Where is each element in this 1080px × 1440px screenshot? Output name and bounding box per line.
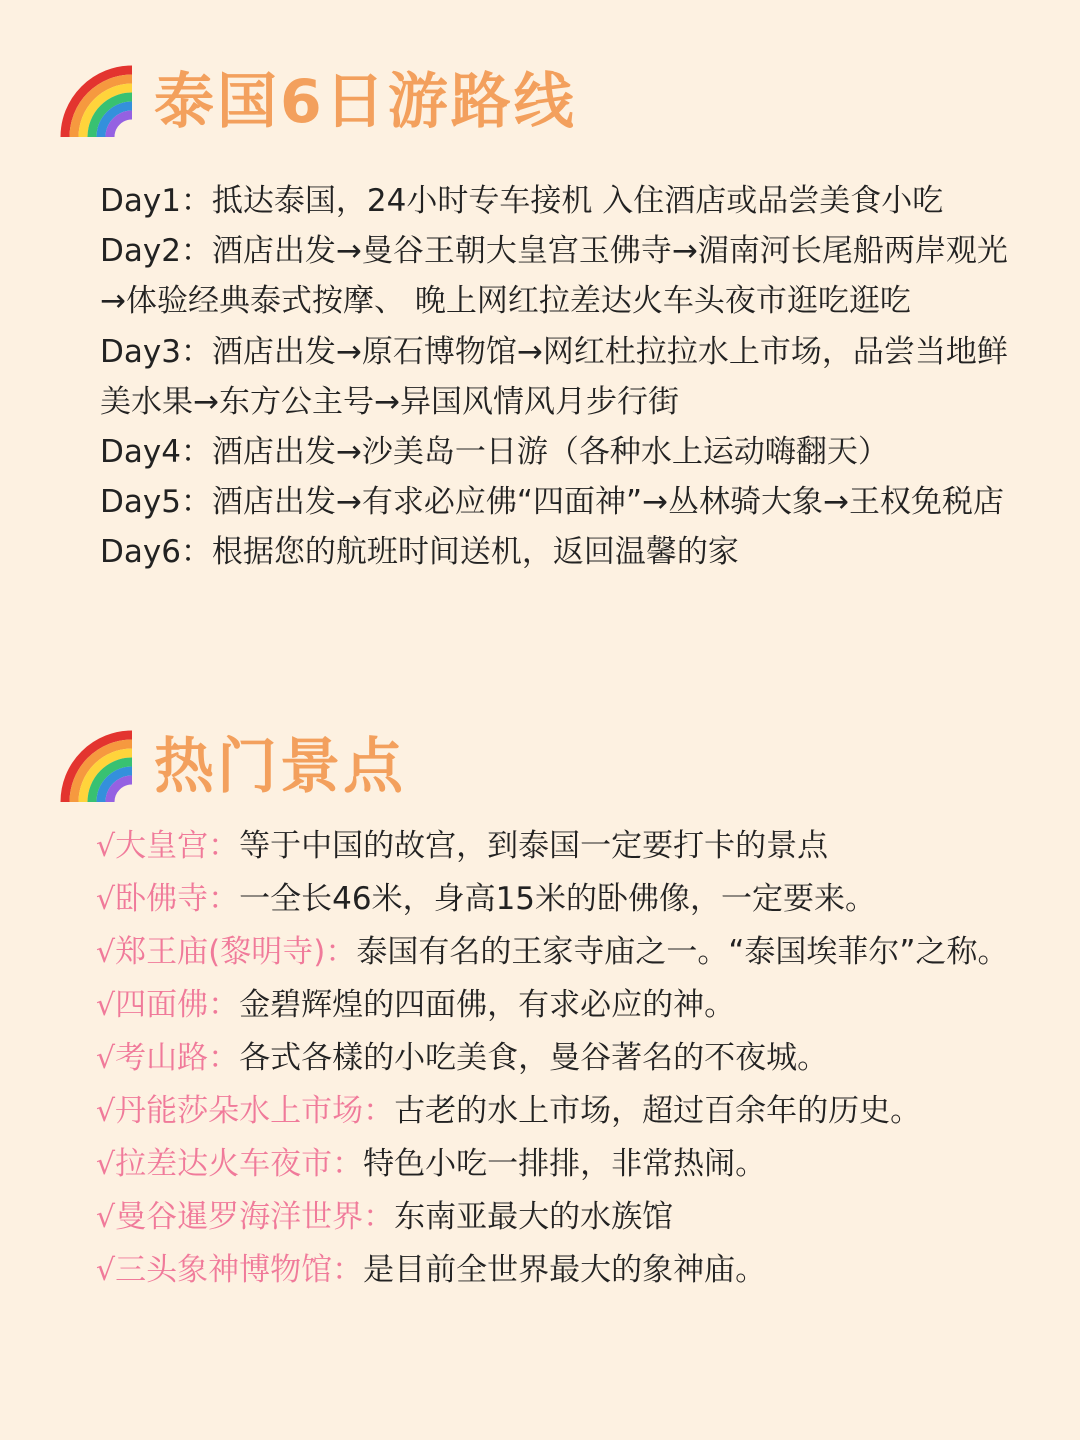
day-item: Day6：根据您的航班时间送机，返回温馨的家 <box>100 534 739 571</box>
attraction-item <box>96 979 1016 1032</box>
attraction-item <box>96 873 1016 926</box>
attraction-description: 一全长46米，身高15米的卧佛像，一定要来。 <box>239 881 877 917</box>
attractions-heading <box>60 727 406 807</box>
attraction-name: 考山路： <box>115 1040 240 1076</box>
day-item: Day2：酒店出发→曼谷王朝大皇宫玉佛寺→湄南河长尾船两岸观光→体验经典泰式按摩、 晚上网红拉差达火车头夜市逛吃逛吃 <box>100 233 1008 320</box>
attraction-description: 是目前全世界最大的象神庙。 <box>363 1252 767 1288</box>
attraction-name: 大皇宫： <box>115 828 240 864</box>
attraction-item <box>96 926 1016 979</box>
attraction-description: 泰国有名的王家寺庙之一。“泰国埃菲尔”之称。 <box>356 934 1009 970</box>
attraction-item <box>96 1191 1016 1244</box>
attraction-description: 特色小吃一排排，非常热闹。 <box>363 1146 767 1182</box>
attraction-item <box>96 1032 1016 1085</box>
itinerary-heading <box>60 62 577 142</box>
check-mark-icon: √ <box>96 1147 116 1182</box>
attraction-description: 东南亚最大的水族馆 <box>394 1199 674 1235</box>
attraction-name: 四面佛： <box>115 987 240 1023</box>
attraction-item <box>96 820 1016 873</box>
attraction-description: 古老的水上市场，超过百余年的历史。 <box>394 1093 922 1129</box>
attractions-title: 热门景点 <box>154 732 406 802</box>
rainbow-icon <box>60 65 134 139</box>
attraction-name: 三头象神博物馆： <box>115 1252 364 1288</box>
day-item: Day1：抵达泰国，24小时专车接机 入住酒店或品尝美食小吃 <box>100 183 944 219</box>
check-mark-icon: √ <box>96 1094 116 1129</box>
attraction-name: 丹能莎朵水上市场： <box>115 1093 395 1129</box>
attraction-description: 等于中国的故宫，到泰国一定要打卡的景点 <box>239 828 829 864</box>
day-item: Day4：酒店出发→沙美岛一日游（各种水上运动嗨翻天） <box>100 434 889 471</box>
attractions-list <box>96 820 1016 1297</box>
check-mark-icon: √ <box>96 1041 116 1076</box>
attraction-name: 卧佛寺： <box>115 881 240 917</box>
attraction-description: 各式各樣的小吃美食，曼谷著名的不夜城。 <box>239 1040 829 1076</box>
attraction-description: 金碧辉煌的四面佛，有求必应的神。 <box>239 987 736 1023</box>
check-mark-icon: √ <box>96 1253 116 1288</box>
itinerary-list <box>100 176 1020 578</box>
day-item: Day3：酒店出发→原石博物馆→网红杜拉拉水上市场，品尝当地鲜美水果→东方公主号→异国风情风月步行街 <box>100 333 1008 420</box>
attraction-name: 拉差达火车夜市： <box>115 1146 364 1182</box>
attraction-item <box>96 1138 1016 1191</box>
check-mark-icon: √ <box>96 882 116 917</box>
attraction-item <box>96 1085 1016 1138</box>
itinerary-title: 泰国6日游路线 <box>154 67 577 137</box>
day-item: Day5：酒店出发→有求必应佛“四面神”→丛林骑大象→王权免税店 <box>100 484 1004 521</box>
check-mark-icon: √ <box>96 988 116 1023</box>
check-mark-icon: √ <box>96 829 116 864</box>
check-mark-icon: √ <box>96 1200 116 1235</box>
attraction-item <box>96 1244 1016 1297</box>
attraction-name: 曼谷暹罗海洋世界： <box>115 1199 395 1235</box>
attraction-name: 郑王庙(黎明寺)： <box>115 934 357 970</box>
check-mark-icon: √ <box>96 935 116 970</box>
rainbow-icon <box>60 730 134 804</box>
